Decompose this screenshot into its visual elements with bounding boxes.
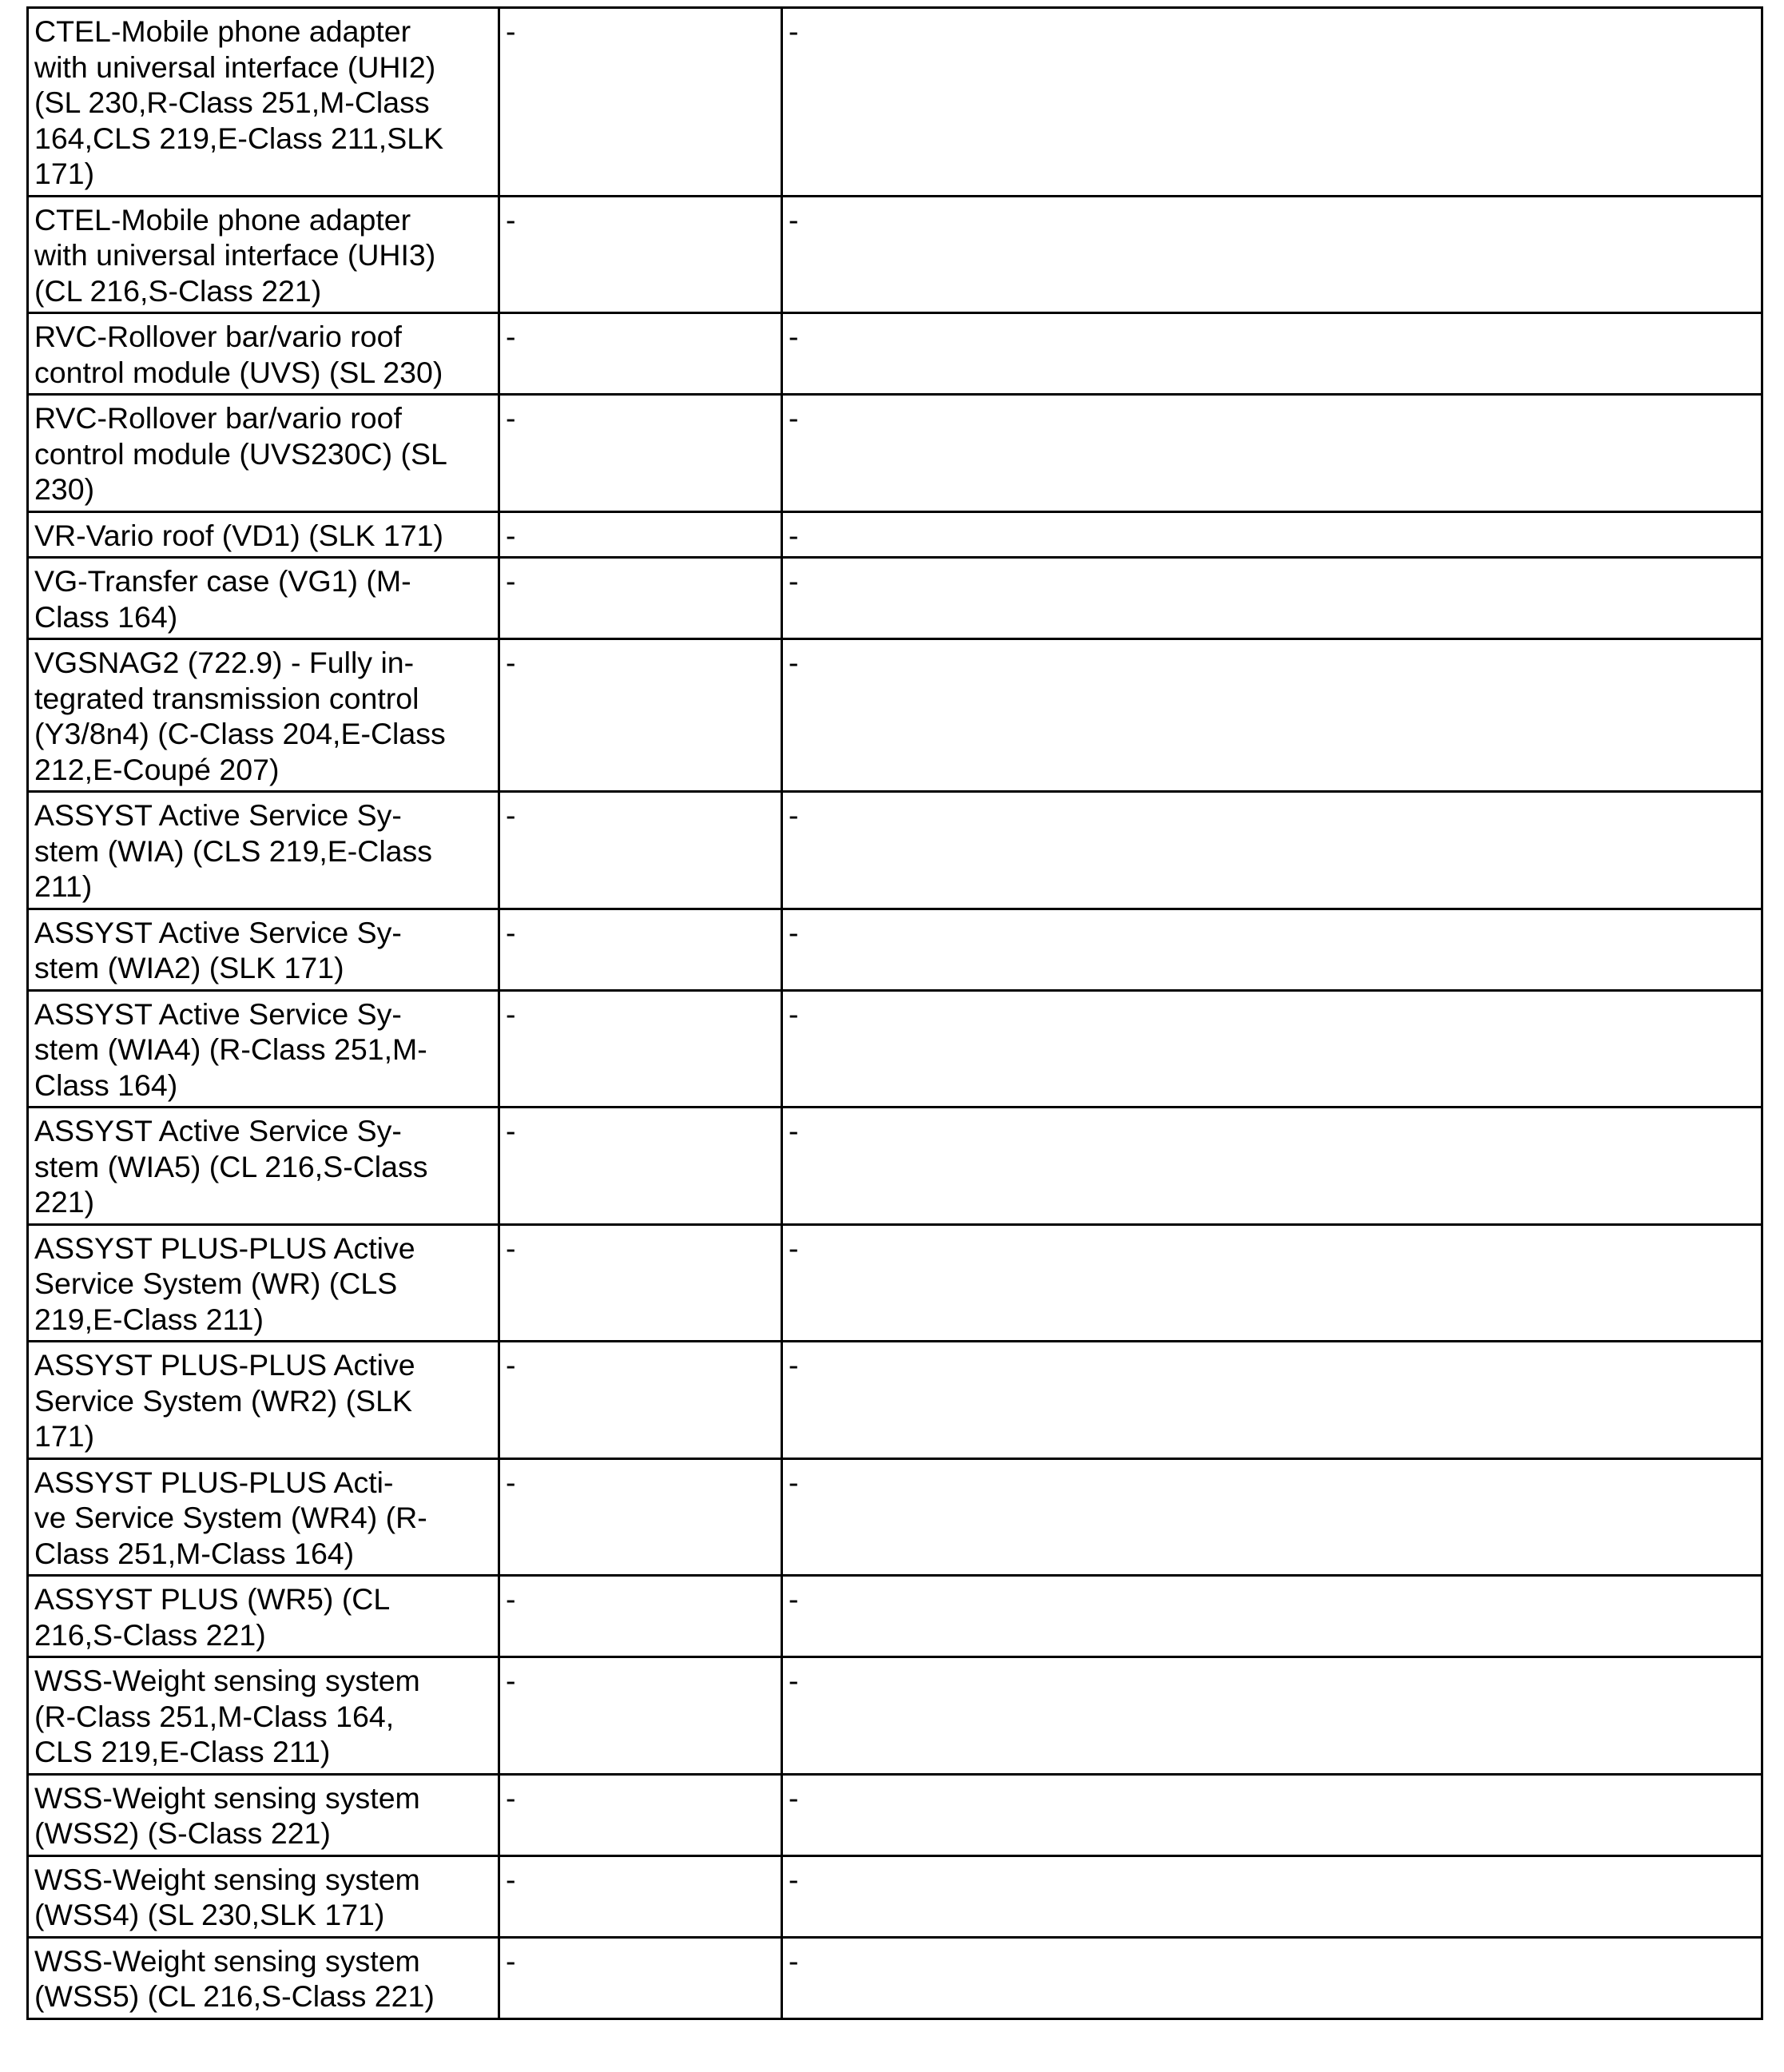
second-column-cell: - [499,1342,782,1459]
control-unit-text-line: CTEL-Mobile phone adapter [34,14,411,48]
control-unit-text-line: ASSYST Active Service Sy- [34,915,402,949]
third-column-cell: - [782,1458,1762,1576]
table-row [28,1657,1762,1775]
third-column-cell: - [782,1576,1762,1657]
control-unit-text-line: RVC-Rollover bar/vario roof [34,401,402,435]
control-unit-text-line: Class 164) [34,1068,178,1102]
second-column-cell: - [499,1458,782,1576]
control-unit-text-line: control module (UVS) (SL 230) [34,355,443,389]
control-unit-cell [28,639,499,792]
table-row [28,313,1762,395]
second-column-cell: - [499,639,782,792]
control-unit-text-line: WSS-Weight sensing system [34,1943,420,1978]
table-row [28,1937,1762,2018]
second-column-cell: - [499,8,782,197]
second-column-cell: - [499,792,782,909]
control-unit-text-line: CLS 219,E-Class 211) [34,1735,331,1768]
table-row [28,1774,1762,1855]
third-column-cell: - [782,1657,1762,1775]
second-column-cell: - [499,196,782,313]
table-row [28,558,1762,639]
control-unit-text-line: WSS-Weight sensing system [34,1862,420,1896]
control-unit-text-line: (Y3/8n4) (C-Class 204,E-Class [34,717,446,750]
control-unit-text-line: Class 164) [34,599,178,634]
control-unit-text-line: 216,S-Class 221) [34,1617,266,1652]
control-unit-text-line: Class 251,M-Class 164) [34,1536,355,1570]
control-unit-text-line: ASSYST Active Service Sy- [34,996,402,1031]
second-column-cell: - [499,1108,782,1225]
control-unit-text-line: ASSYST Active Service Sy- [34,798,402,832]
control-unit-text-line: VGSNAG2 (722.9) - Fully in- [34,646,415,679]
table-row [28,909,1762,990]
control-unit-text-line: (R-Class 251,M-Class 164, [34,1699,395,1733]
control-unit-text-line: WSS-Weight sensing system [34,1780,420,1815]
control-unit-cell [28,8,499,197]
control-unit-text-line: ASSYST PLUS-PLUS Active [34,1348,415,1382]
control-unit-cell [28,909,499,990]
control-unit-text-line: tegrated transmission control [34,681,419,715]
control-unit-text-line: (CL 216,S-Class 221) [34,273,322,308]
control-unit-text-line: (WSS5) (CL 216,S-Class 221) [34,1979,435,2013]
third-column-cell: - [782,639,1762,792]
control-unit-text-line: ASSYST PLUS (WR5) (CL [34,1582,391,1616]
control-unit-text-line: 164,CLS 219,E-Class 211,SLK [34,121,444,155]
control-unit-text-line: stem (WIA4) (R-Class 251,M- [34,1032,427,1066]
control-unit-text-line: stem (WIA5) (CL 216,S-Class [34,1149,428,1183]
table-row [28,1855,1762,1937]
control-unit-text-line: 171) [34,157,95,190]
second-column-cell: - [499,1855,782,1937]
control-unit-text-line: stem (WIA2) (SLK 171) [34,951,344,984]
third-column-cell: - [782,511,1762,558]
third-column-cell: - [782,1774,1762,1855]
control-unit-text-line: ASSYST PLUS-PLUS Acti- [34,1465,394,1499]
control-unit-text-line: Service System (WR2) (SLK [34,1383,412,1418]
control-unit-table [26,6,1763,2020]
control-unit-cell [28,313,499,395]
control-unit-cell [28,511,499,558]
control-unit-text-line: with universal interface (UHI2) [34,50,436,84]
control-unit-text-line: (WSS2) (S-Class 221) [34,1816,331,1850]
control-unit-cell [28,1458,499,1576]
control-unit-cell [28,1576,499,1657]
table-row [28,1576,1762,1657]
control-unit-text-line: stem (WIA) (CLS 219,E-Class [34,833,433,868]
control-unit-cell [28,1937,499,2018]
table-row [28,8,1762,197]
control-unit-cell [28,1774,499,1855]
third-column-cell: - [782,1224,1762,1342]
third-column-cell: - [782,1937,1762,2018]
second-column-cell: - [499,313,782,395]
control-unit-text-line: Service System (WR) (CLS [34,1267,398,1300]
third-column-cell: - [782,196,1762,313]
table-row [28,511,1762,558]
third-column-cell: - [782,395,1762,512]
third-column-cell: - [782,1108,1762,1225]
third-column-cell: - [782,1342,1762,1459]
control-unit-cell [28,1224,499,1342]
second-column-cell: - [499,1657,782,1775]
table-row [28,990,1762,1108]
third-column-cell: - [782,792,1762,909]
control-unit-cell [28,395,499,512]
control-unit-text-line: with universal interface (UHI3) [34,238,436,272]
control-unit-cell [28,990,499,1108]
second-column-cell: - [499,1937,782,2018]
table-row [28,1458,1762,1576]
control-unit-cell [28,1855,499,1937]
control-unit-cell [28,196,499,313]
control-unit-cell [28,1108,499,1225]
control-unit-text-line: ASSYST Active Service Sy- [34,1114,402,1147]
table-row [28,639,1762,792]
control-unit-text-line: control module (UVS230C) (SL [34,436,447,471]
second-column-cell: - [499,1576,782,1657]
table-row [28,792,1762,909]
control-unit-text-line: (WSS4) (SL 230,SLK 171) [34,1898,385,1931]
control-unit-text-line: 219,E-Class 211) [34,1302,264,1336]
control-unit-text-line: 212,E-Coupé 207) [34,752,280,786]
control-unit-text-line: WSS-Weight sensing system [34,1664,420,1697]
second-column-cell: - [499,511,782,558]
table-row [28,1108,1762,1225]
second-column-cell: - [499,1774,782,1855]
control-unit-text-line: RVC-Rollover bar/vario roof [34,320,402,353]
third-column-cell: - [782,8,1762,197]
table-row [28,395,1762,512]
table-row [28,1224,1762,1342]
table-row [28,196,1762,313]
control-unit-text-line: CTEL-Mobile phone adapter [34,202,411,237]
second-column-cell: - [499,395,782,512]
third-column-cell: - [782,909,1762,990]
second-column-cell: - [499,1224,782,1342]
control-unit-text-line: VR-Vario roof (VD1) (SLK 171) [34,518,443,552]
third-column-cell: - [782,313,1762,395]
table-body [28,8,1762,2019]
control-unit-cell [28,1342,499,1459]
control-unit-text-line: ASSYST PLUS-PLUS Active [34,1231,415,1265]
control-unit-text-line: VG-Transfer case (VG1) (M- [34,564,411,598]
control-unit-text-line: 171) [34,1419,95,1453]
table-row [28,1342,1762,1459]
second-column-cell: - [499,909,782,990]
control-unit-text-line: 211) [34,869,93,903]
control-unit-cell [28,558,499,639]
control-unit-text-line: 221) [34,1185,95,1219]
third-column-cell: - [782,1855,1762,1937]
second-column-cell: - [499,558,782,639]
third-column-cell: - [782,990,1762,1108]
second-column-cell: - [499,990,782,1108]
control-unit-cell [28,792,499,909]
control-unit-cell [28,1657,499,1775]
control-unit-text-line: ve Service System (WR4) (R- [34,1501,427,1534]
control-unit-text-line: (SL 230,R-Class 251,M-Class [34,86,430,119]
control-unit-text-line: 230) [34,472,95,506]
third-column-cell: - [782,558,1762,639]
